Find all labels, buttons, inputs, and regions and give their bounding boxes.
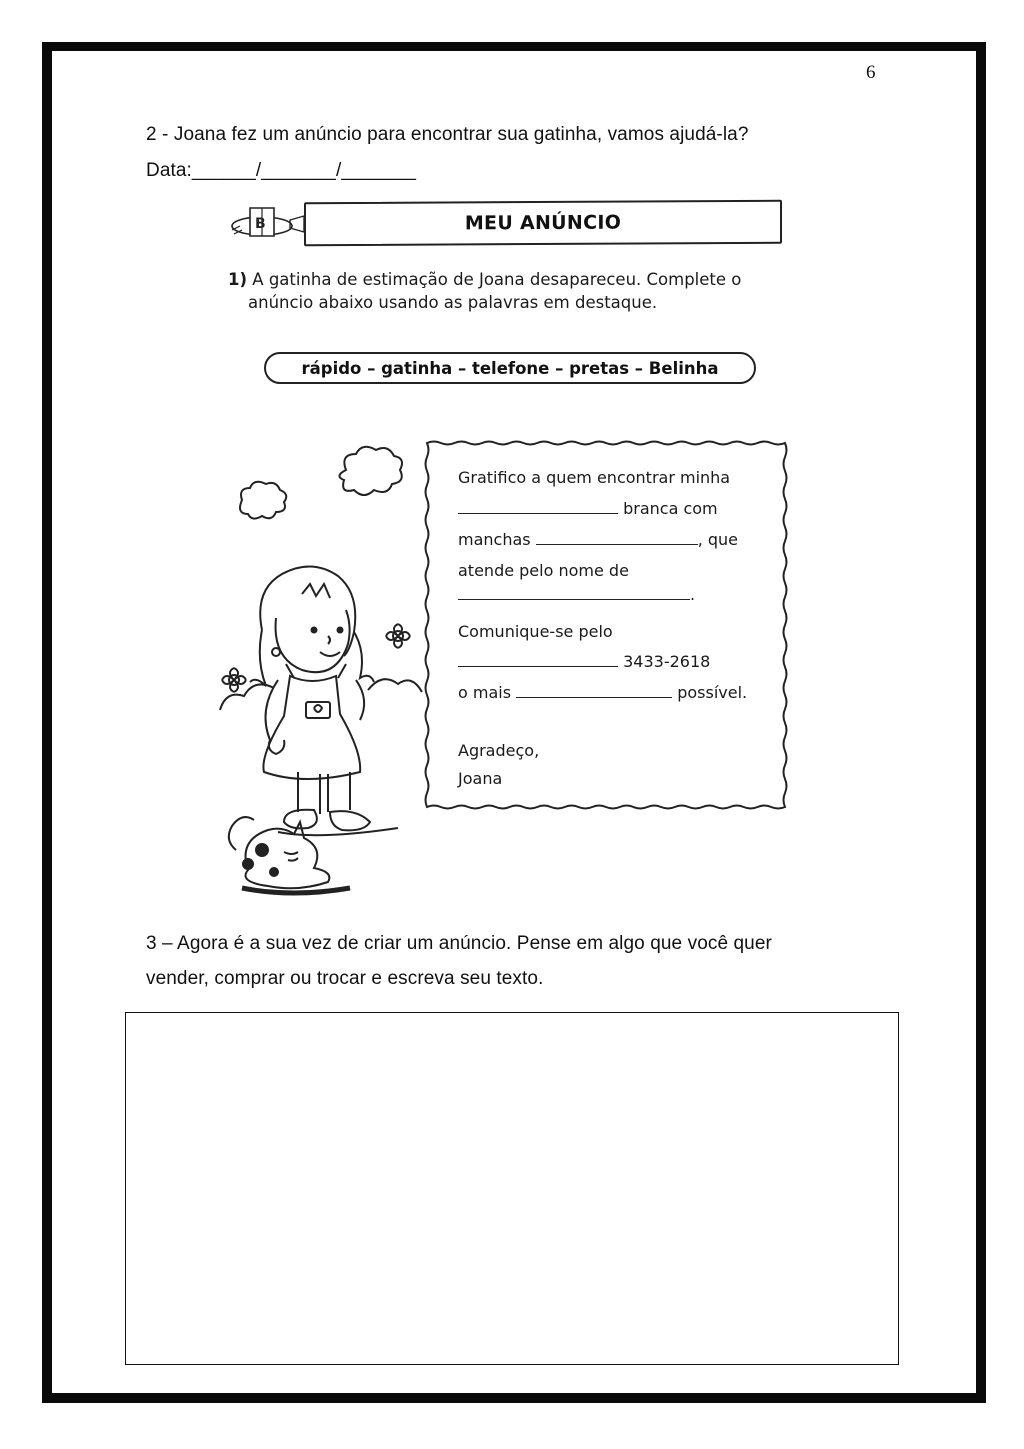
blank-field[interactable] <box>458 499 618 514</box>
instruction-line-1: A gatinha de estimação de Joana desapareceu. Complete o <box>252 270 742 289</box>
ad-line-4: atende pelo nome de <box>458 561 629 580</box>
ad-line-8-prefix: o mais <box>458 683 512 702</box>
svg-text:B: B <box>255 216 266 232</box>
cloud-icon <box>339 447 402 495</box>
word-bank: rápido – gatinha – telefone – pretas – Belinha <box>264 352 756 384</box>
banner-book-icon <box>228 200 308 246</box>
question-2-text: 2 - Joana fez um anúncio para encontrar sua gatinha, vamos ajudá-la? <box>146 124 749 145</box>
question-3-line-2: vender, comprar ou trocar e escreva seu texto. <box>146 968 544 989</box>
ad-line-5 <box>458 585 695 604</box>
cloud-icon <box>240 482 286 519</box>
page-number: 6 <box>866 62 876 83</box>
ad-signature: Joana <box>458 769 503 788</box>
instruction <box>228 268 794 314</box>
blank-field[interactable] <box>536 530 698 545</box>
ad-line-3-prefix: manchas <box>458 530 531 549</box>
girl-and-cat-illustration <box>218 440 424 910</box>
ad-line-1: Gratifico a quem encontrar minha <box>458 468 731 487</box>
date-line[interactable]: Data:______/_______/_______ <box>146 160 417 181</box>
advertisement-box <box>424 440 788 810</box>
ad-line-6: Comunique-se pelo <box>458 622 613 641</box>
blank-field[interactable] <box>516 683 672 698</box>
ad-line-2 <box>458 499 718 518</box>
ad-closing: Agradeço, <box>458 741 540 760</box>
ad-line-5-suffix: . <box>690 585 696 604</box>
ad-phone: 3433-2618 <box>623 652 711 671</box>
ad-line-8-suffix: possível. <box>677 683 748 702</box>
blank-field[interactable] <box>458 652 618 667</box>
answer-box[interactable] <box>125 1012 899 1365</box>
instruction-line-2: anúncio abaixo usando as palavras em destaque. <box>248 293 658 312</box>
blank-field[interactable] <box>458 585 690 600</box>
banner-title: MEU ANÚNCIO <box>304 200 782 247</box>
instruction-number: 1) <box>228 270 248 289</box>
ad-line-3-suffix: , que <box>697 530 739 549</box>
ad-line-8 <box>458 683 747 702</box>
ad-line-7 <box>458 652 710 671</box>
ad-line-2-text: branca com <box>623 499 718 518</box>
worksheet-image <box>218 192 804 916</box>
question-3-line-1: 3 – Agora é a sua vez de criar um anúncio. Pense em algo que você quer <box>146 933 772 954</box>
ad-line-3 <box>458 530 738 549</box>
